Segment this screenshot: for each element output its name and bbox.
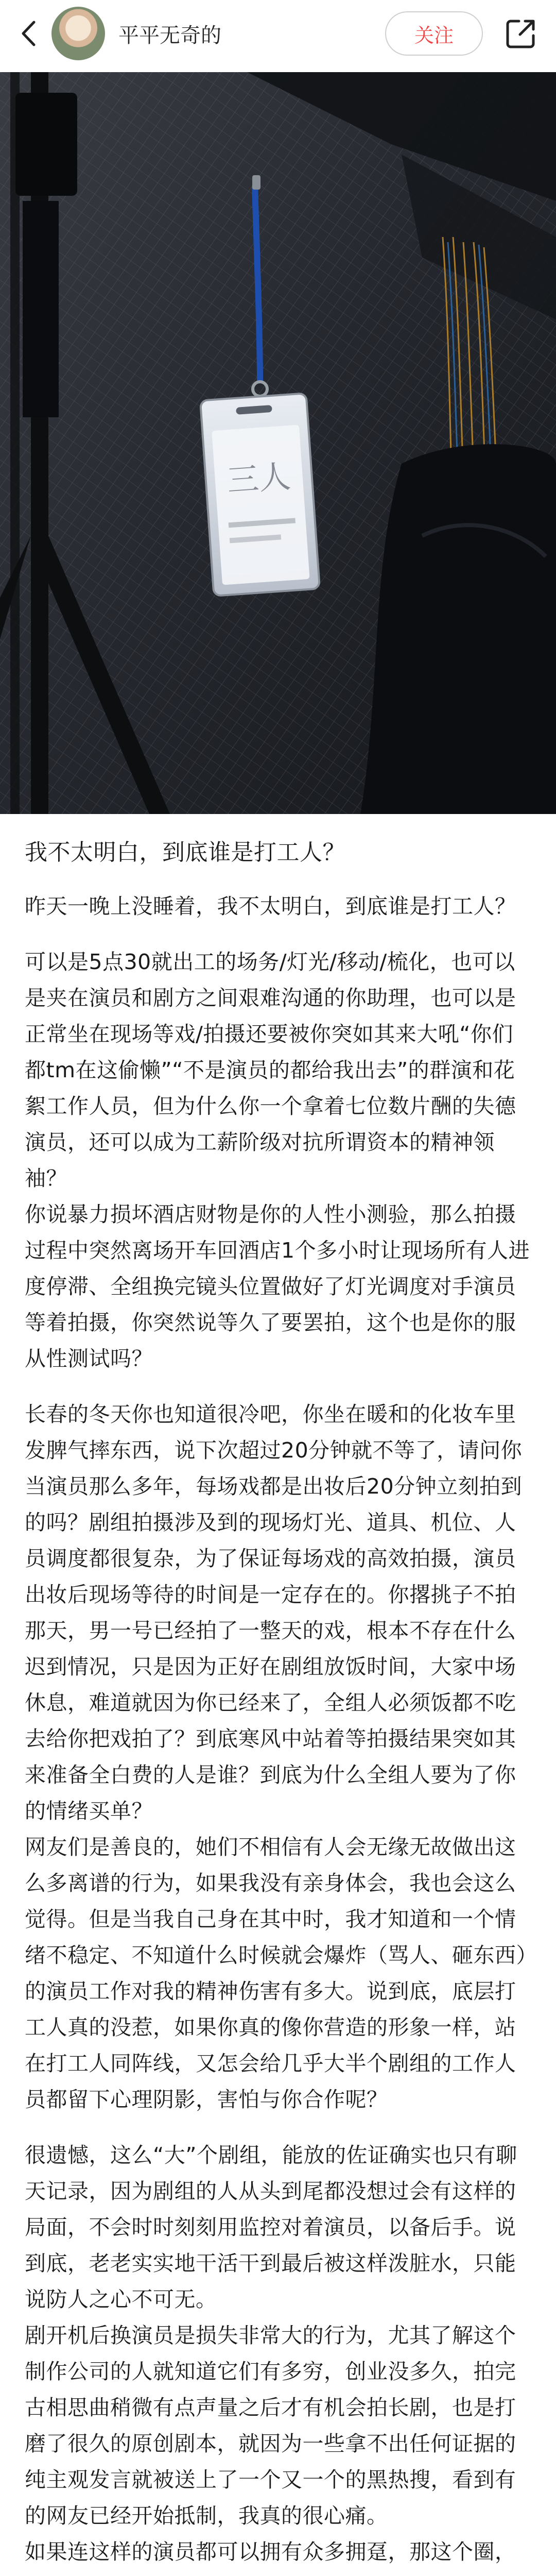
back-button[interactable] xyxy=(14,17,42,50)
chevron-left-icon xyxy=(21,20,36,47)
post-photo[interactable] xyxy=(0,72,556,814)
post-paragraph: 可以是5点30就出工的场务/灯光/移动/梳化，也可以是夹在演员和剧方之间艰难沟通的你助理，也可以是正常坐在现场等戏/拍摄还要被你突如其来大吼“你们都tm在这偷懒”“不是演员的都给我出去”的群演和花絮工作人员，但为什么你一个拿着七位数片酬的失德演员，还可以成为工薪阶级对抗所谓资本的精神领袖？ xyxy=(25,950,516,1191)
svg-text:三人: 三人 xyxy=(225,457,292,500)
post-title: 我不太明白，到底谁是打工人？ xyxy=(25,839,345,866)
author-name[interactable]: 平平无奇的 xyxy=(118,23,221,47)
post-paragraph: 你说暴力损坏酒店财物是你的人性小测验，那么拍摄过程中突然离场开车回酒店1个多小时让现场所有人进度停滞、全组换完镜头位置做好了灯光调度对手演员等着拍摄，你突然说等久了要罢拍，这个也是你的服从性测试吗？ xyxy=(25,1202,530,1371)
avatar[interactable] xyxy=(51,7,105,60)
top-bar xyxy=(0,0,556,67)
follow-button[interactable]: 关注 xyxy=(385,11,483,56)
share-button[interactable] xyxy=(500,13,542,54)
post-body xyxy=(25,835,534,2576)
post-photo-illustration xyxy=(0,72,556,814)
post-paragraph: 网友们是善良的，她们不相信有人会无缘无故做出这么多离谱的行为，如果我没有亲身体会，我也会这么觉得。但是当我自己身在其中时，我才知道和一个情绪不稳定、不知道什么时候就会爆炸（骂人、砸东西）的演员工作对我的精神伤害有多大。说到底，底层打工人真的没惹，如果你真的像你营造的形象一样，站在打工人同阵线，又怎会给几乎大半个剧组的工作人员都留下心理阴影，害怕与你合作呢？ xyxy=(25,1835,527,2112)
post-paragraph: 剧开机后换演员是损失非常大的行为，尤其了解这个制作公司的人就知道它们有多穷，创业没多久，拍完古相思曲稍微有点声量之后才有机会拍长剧，也是打磨了很久的原创剧本，就因为一些拿不出任何证据的纯主观发言就被送上了一个又一个的黑热搜，看到有的网友已经开始抵制，我真的很心痛。 xyxy=(25,2323,516,2528)
post-paragraph: 很遗憾，这么“大”个剧组，能放的佐证确实也只有聊天记录，因为剧组的人从头到尾都没想过会有这样的局面，不会时时刻刻用监控对着演员，以备后手。说到底，老老实实地干活干到最后被这样泼脏水，只能说防人之心不可无。 xyxy=(25,2143,517,2312)
post-paragraph: 如果连这样的演员都可以拥有众多拥趸，那这个圈， xyxy=(25,2539,516,2564)
share-icon xyxy=(505,17,537,50)
post-paragraph: 昨天一晚上没睡着，我不太明白，到底谁是打工人？ xyxy=(25,894,516,919)
post-paragraph: 长春的冬天你也知道很冷吧，你坐在暖和的化妆车里发脾气摔东西，说下次超过20分钟就不等了，请问你当演员那么多年，每场戏都是出妆后20分钟立刻拍到的吗？剧组拍摄涉及到的现场灯光、道具、机位、人员调度都很复杂，为了保证每场戏的高效拍摄，演员出妆后现场等待的时间是一定存在的。你撂挑子不拍那天，男一号已经拍了一整天的戏，根本不存在什么迟到情况，只是因为正好在剧组放饭时间，大家中场休息，难道就因为你已经来了，全组人必须饭都不吃去给你把戏拍了？到底寒风中站着等拍摄结果突如其来准备全白费的人是谁？到底为什么全组人要为了你的情绪买单？ xyxy=(25,1402,523,1823)
